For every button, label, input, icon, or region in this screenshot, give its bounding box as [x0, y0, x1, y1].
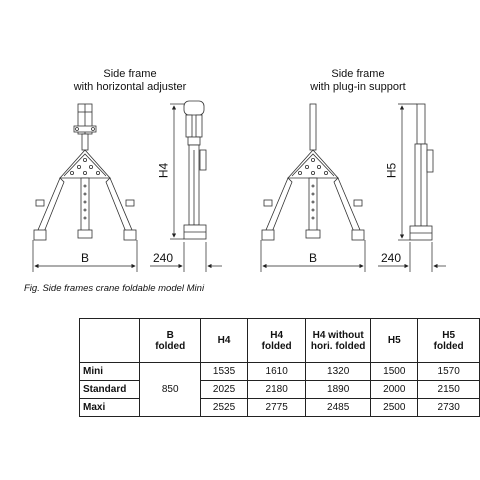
table-header-cell: H5 folded: [418, 319, 480, 363]
right-frame-title-line2: with plug-in support: [310, 81, 406, 93]
right-front-view: [262, 104, 364, 240]
left-frame-title-line1: Side frame: [103, 68, 157, 80]
table-header-cell: H4: [200, 319, 247, 363]
h5-cell: 2500: [371, 399, 418, 417]
table-header-cell: H4 folded: [248, 319, 306, 363]
table-header-cell: H4 without hori. folded: [306, 319, 371, 363]
row-label: Mini: [80, 363, 140, 381]
right-frame-title-line1: Side frame: [331, 68, 385, 80]
h4-folded-cell: 2775: [248, 399, 306, 417]
h5-cell: 2000: [371, 381, 418, 399]
table-row: [80, 363, 480, 381]
left-front-view: [34, 104, 136, 240]
table-header-cell: H5: [371, 319, 418, 363]
b-folded-cell: 850: [140, 363, 201, 417]
table-header-row: [80, 319, 480, 363]
table-header-cell: B folded: [140, 319, 201, 363]
h4-cell: 2025: [200, 381, 247, 399]
h5-folded-cell: 2730: [418, 399, 480, 417]
h5-folded-cell: 1570: [418, 363, 480, 381]
h5-cell: 1500: [371, 363, 418, 381]
left-dim-h4-label: H4: [156, 162, 171, 179]
left-side-view: [184, 101, 206, 239]
h4-folded-cell: 2180: [248, 381, 306, 399]
h4-cell: 2525: [200, 399, 247, 417]
h4-without-cell: 2485: [306, 399, 371, 417]
h4-without-cell: 1890: [306, 381, 371, 399]
left-dim-b-label: B: [80, 251, 89, 265]
table-row: [80, 399, 480, 417]
right-dim-b-label: B: [308, 251, 317, 265]
right-dim-h5-label: H5: [384, 162, 399, 179]
h5-folded-cell: 2150: [418, 381, 480, 399]
h4-folded-cell: 1610: [248, 363, 306, 381]
left-frame-title-line2: with horizontal adjuster: [73, 81, 187, 93]
left-dim-240-label: 240: [152, 251, 174, 265]
table-header-cell: [80, 319, 140, 363]
figure-caption: Fig. Side frames crane foldable model Mini: [24, 283, 205, 294]
row-label: Standard: [80, 381, 140, 399]
row-label: Maxi: [80, 399, 140, 417]
dimensions-table: [79, 318, 480, 417]
table-row: [80, 381, 480, 399]
right-side-view: [410, 104, 433, 240]
right-dim-240-label: 240: [380, 251, 402, 265]
h4-without-cell: 1320: [306, 363, 371, 381]
h4-cell: 1535: [200, 363, 247, 381]
